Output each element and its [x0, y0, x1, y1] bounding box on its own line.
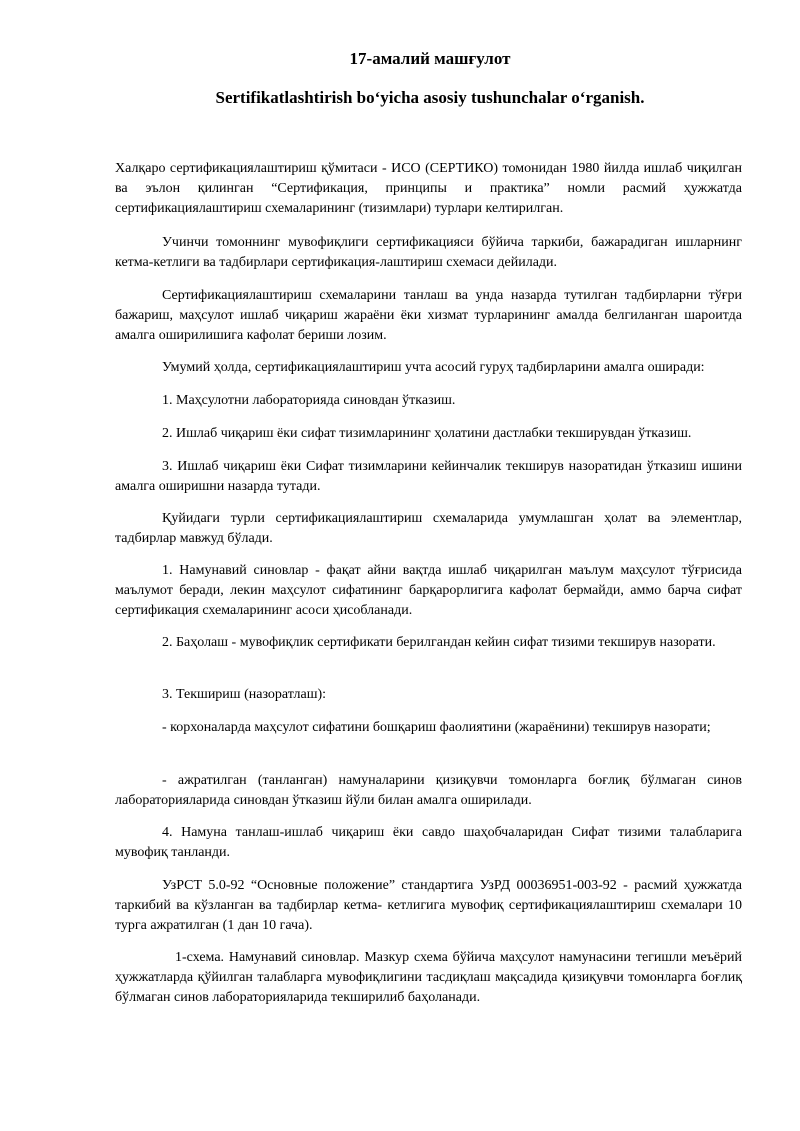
- paragraph: Қуйидаги турли сертификациялаштириш схемаларида умумлашган ҳолат ва элементлар, тадбирлар мавжуд бўлади.: [115, 511, 742, 547]
- list-item: 1. Намунавий синовлар - фақат айни вақтда ишлаб чиқарилган маълум маҳсулот тўғрисида маълумот беради, лекин маҳсулот сифатининг барқарорлигига кафолат бермайди, аммо барча сифат сертификация схемаларининг асоси ҳисобланади.: [115, 563, 742, 619]
- list-item: 4. Намуна танлаш-ишлаб чиқариш ёки савдо шаҳобчаларидан Сифат тизими талабларига мувофиқ танланди.: [115, 825, 742, 861]
- list-item: 3. Ишлаб чиқариш ёки Сифат тизимларини кейинчалик текширув назоратидан ўтказиш ишини амалга оширишни назарда тутади.: [115, 459, 742, 495]
- list-item: - корхоналарда маҳсулот сифатини бошқариш фаолиятини (жараёнини) текширув назорати;: [162, 720, 711, 735]
- document-subtitle: Sertifikatlashtirish bo‘yicha asosiy tushunchalar o‘rganish.: [215, 88, 645, 107]
- paragraph: УзРСТ 5.0-92 “Основные положение” стандартига УзРД 00036951-003-92 - расмий ҳужжатда таркибий ва кўзланган ва тадбирлар кетма- кетлигига мувофиқ сертификациялаштириш схемалари 10 турга ажратилган (1 дан 10 гача).: [115, 878, 742, 934]
- paragraph: 1-схема. Намунавий синовлар. Мазкур схема бўйича маҳсулот намунасини тегишли меъёрий ҳужжатларда қўйилган талабларга мувофиқлигини тасдиқлаш мақсадида қизиқувчи томонларга боғлиқ бўлмаган синов лабораторияларида текширилиб баҳоланади.: [115, 950, 742, 1006]
- list-item: 2. Ишлаб чиқариш ёки сифат тизимларининг ҳолатини дастлабки текширувдан ўтказиш.: [162, 426, 692, 441]
- paragraph: Учинчи томоннинг мувофиқлиги сертификацияси бўйича таркиби, бажарадиган ишларнинг кетма-кетлиги ва тадбирлари сертификация-лаштириш схемаси дейилади.: [115, 235, 742, 271]
- paragraph: Халқаро сертификациялаштириш қўмитаси - ИСО (СЕРТИКО) томонидан 1980 йилда ишлаб чиқилган ва эълон қилинган “Сертификация, принципы и практика” номли расмий ҳужжатда сертификациялаштириш схемаларининг (тизимлари) турлари келтирилган.: [115, 161, 742, 217]
- document-title: 17-амалий машғулот: [349, 49, 511, 68]
- list-item: 3. Текшириш (назоратлаш):: [162, 687, 327, 702]
- list-item: - ажратилган (танланган) намуналарини қизиқувчи томонларга боғлиқ бўлмаган синов лабораторияларида синовдан ўтказиш йўли билан амалга оширилади.: [115, 773, 742, 809]
- paragraph: Сертификациялаштириш схемаларини танлаш ва унда назарда тутилган тадбирларни тўғри бажариш, маҳсулот ишлаб чиқариш жараёни ёки хизмат турларининг амалда белгиланган шароитда амалга оширилишига кафолат бериши лозим.: [115, 288, 742, 344]
- list-item: 2. Баҳолаш - мувофиқлик сертификати берилгандан кейин сифат тизими текширув назорати.: [162, 635, 716, 650]
- paragraph: Умумий ҳолда, сертификациялаштириш учта асосий гуруҳ тадбирларини амалга оширади:: [162, 360, 705, 375]
- list-item: 1. Маҳсулотни лабораторияда синовдан ўтказиш.: [162, 393, 456, 408]
